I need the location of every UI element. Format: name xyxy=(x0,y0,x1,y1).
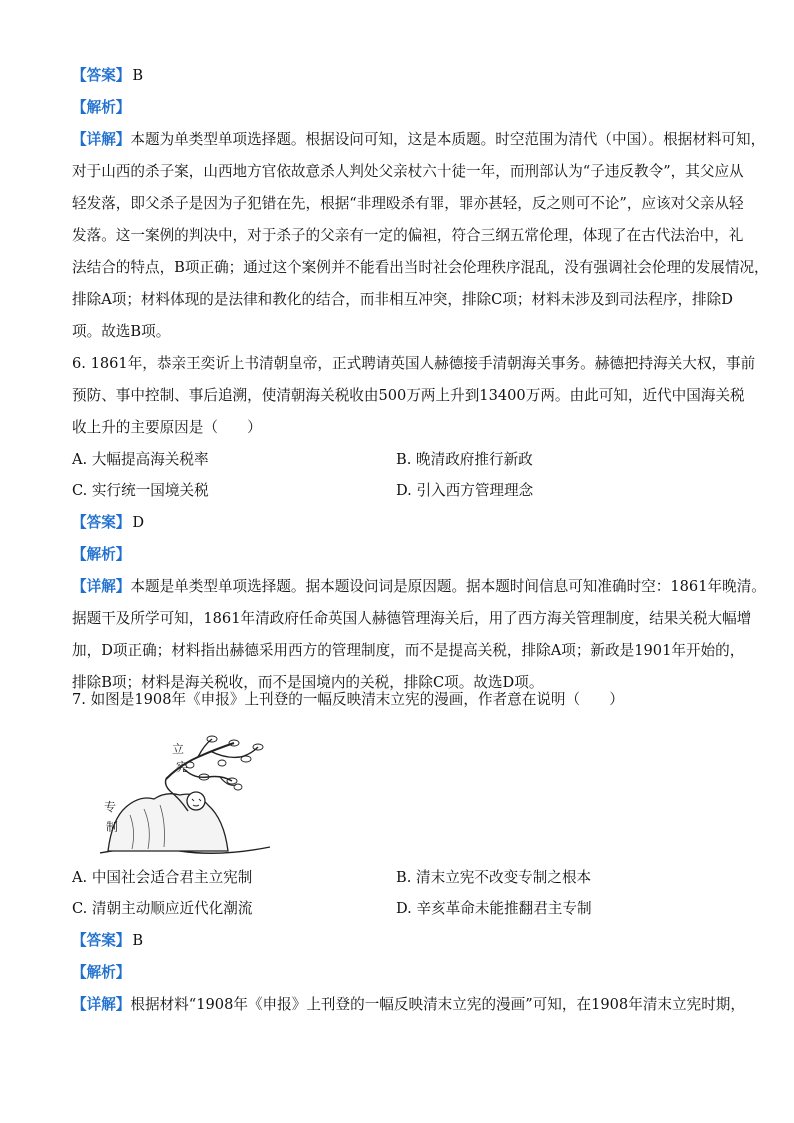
q5-detail-line-1 xyxy=(72,130,765,150)
q6-detail-line-3: 加，D项正确；材料指出赫德采用西方的管理制度，而不是提高关税，排除A项；新政是1901年开始的， xyxy=(72,642,745,659)
q5-detail-line-3: 轻发落，即父杀子是因为子犯错在先，根据“非理殴杀有罪，罪亦甚轻，反之则可不论”，应该对父亲从轻 xyxy=(72,195,744,212)
q6-detail-line-2: 据题干及所学可知，1861年清政府任命英国人赫德管理海关后，用了西方海关管理制度，结果关税大幅增 xyxy=(72,610,752,627)
answer-tag: 【答案】 xyxy=(72,932,131,949)
analysis-tag: 【解析】 xyxy=(72,546,131,563)
q7-answer-line xyxy=(72,931,143,951)
q6-stem-line-1: 6. 1861年，恭亲王奕䜣上书清朝皇帝，正式聘请英国人赫德接手清朝海关事务。赫德把持海关大权，事前 xyxy=(72,355,756,372)
q6-option-a: A. 大幅提高海关税率 xyxy=(72,451,209,468)
q6-option-d: D. 引入西方管理理念 xyxy=(396,482,534,499)
q5-detail-line-7: 项。故选B项。 xyxy=(72,323,171,340)
q7-option-d: D. 辛亥革命未能推翻君主专制 xyxy=(396,900,592,917)
q5-detail-line-5: 法结合的特点，B项正确；通过这个案例并不能看出当时社会伦理秩序混乱，没有强调社会伦理的发展情况， xyxy=(72,259,769,276)
q6-stem-line-2: 预防、事中控制、事后追溯，使清朝海关税收由500万两上升到13400万两。由此可知，近代中国海关税 xyxy=(72,387,745,404)
detail-text: 本题是单类型单项选择题。据本题设问词是原因题。据本题时间信息可知准确时空：1861年晚清。 xyxy=(130,578,766,595)
answer-value: D xyxy=(132,514,145,531)
constitution-cartoon xyxy=(100,735,272,857)
cartoon-label-zhuan: 专 xyxy=(104,800,117,814)
q6-detail-line-4: 排除B项；材料是海关税收，而不是国境内的关税，排除C项。故选D项。 xyxy=(72,674,544,691)
q5-answer-line xyxy=(72,66,143,86)
detail-tag: 【详解】 xyxy=(72,131,131,148)
detail-tag: 【详解】 xyxy=(72,996,131,1013)
analysis-tag: 【解析】 xyxy=(72,99,131,116)
q5-analysis-label xyxy=(72,98,130,118)
answer-value: B xyxy=(132,932,144,949)
answer-tag: 【答案】 xyxy=(72,67,131,84)
detail-tag: 【详解】 xyxy=(72,578,131,595)
answer-value: B xyxy=(132,67,144,84)
q7-option-c: C. 清朝主动顺应近代化潮流 xyxy=(72,900,253,917)
q6-stem-line-3: 收上升的主要原因是（ ） xyxy=(72,419,262,436)
q5-detail-line-6: 排除A项；材料体现的是法律和教化的结合，而非相互冲突，排除C项；材料未涉及到司法程序，排除D xyxy=(72,291,733,308)
cartoon-label-zhi: 制 xyxy=(106,820,119,834)
q5-detail-line-4: 发落。这一案例的判决中，对于杀子的父亲有一定的偏袒，符合三纲五常伦理，体现了在古代法治中，礼 xyxy=(72,227,744,244)
q7-option-b: B. 清末立宪不改变专制之根本 xyxy=(396,869,592,886)
q6-option-c: C. 实行统一国境关税 xyxy=(72,482,209,499)
analysis-tag: 【解析】 xyxy=(72,964,131,981)
q6-option-b: B. 晚清政府推行新政 xyxy=(396,451,533,468)
q6-analysis-label xyxy=(72,545,130,565)
cartoon-label-xian: 宪 xyxy=(176,760,189,774)
detail-text: 根据材料“1908年《申报》上刊登的一幅反映清末立宪的漫画”可知，在1908年清末立宪时期， xyxy=(130,996,745,1013)
q7-option-a: A. 中国社会适合君主立宪制 xyxy=(72,869,253,886)
cartoon-label-li: 立 xyxy=(172,742,185,756)
q7-detail-line-1 xyxy=(72,995,745,1015)
q6-answer-line xyxy=(72,513,144,533)
q6-detail-line-1 xyxy=(72,577,766,597)
q5-detail-line-2: 对于山西的杀子案，山西地方官依故意杀人判处父亲杖六十徒一年，而刑部认为“子违反教令”，其父应从 xyxy=(72,163,744,180)
detail-text: 本题为单类型单项选择题。根据设问可知，这是本质题。时空范围为清代（中国）。根据材料可知， xyxy=(130,131,766,148)
answer-tag: 【答案】 xyxy=(72,514,131,531)
q7-stem: 7. 如图是1908年《申报》上刊登的一幅反映清末立宪的漫画，作者意在说明（ ） xyxy=(72,691,624,708)
q7-analysis-label xyxy=(72,963,130,983)
